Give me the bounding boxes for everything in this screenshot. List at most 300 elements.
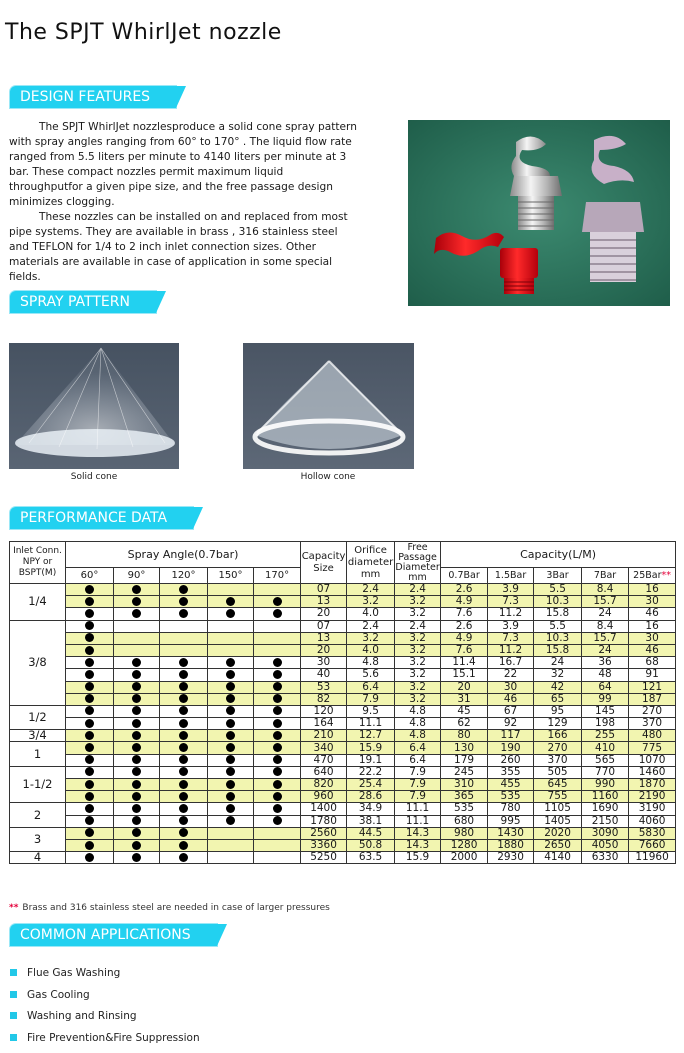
available-dot-icon (85, 853, 94, 862)
angle-cell (208, 681, 254, 693)
capacity-value: 31 (441, 693, 488, 705)
capacity-value: 355 (488, 766, 534, 778)
angle-cell (160, 827, 208, 839)
capacity-value: 260 (488, 754, 534, 766)
capacity-value: 2000 (441, 852, 488, 864)
available-dot-icon (226, 597, 235, 606)
angle-cell (208, 766, 254, 778)
angle-cell (160, 657, 208, 669)
free-passage: 7.9 (395, 766, 441, 778)
capacity-size: 5250 (301, 852, 347, 864)
free-passage: 14.3 (395, 839, 441, 851)
capacity-value: 7.3 (488, 632, 534, 644)
capacity-value: 255 (582, 730, 629, 742)
available-dot-icon (273, 755, 282, 764)
table-row (10, 644, 676, 656)
angle-cell (66, 669, 114, 681)
capacity-value: 310 (441, 779, 488, 791)
capacity-value: 3.9 (488, 584, 534, 596)
angle-cell (160, 791, 208, 803)
angle-cell (254, 754, 301, 766)
free-passage: 15.9 (395, 852, 441, 864)
capacity-size: 07 (301, 584, 347, 596)
angle-cell (208, 852, 254, 864)
capacity-value: 2020 (534, 827, 582, 839)
table-row (10, 730, 676, 742)
table-row (10, 742, 676, 754)
angle-cell (254, 693, 301, 705)
angle-cell (160, 779, 208, 791)
capacity-size: 20 (301, 644, 347, 656)
angle-cell (254, 827, 301, 839)
capacity-value: 190 (488, 742, 534, 754)
page-title: The SPJT WhirlJet nozzle (5, 20, 282, 45)
capacity-value: 1460 (629, 766, 676, 778)
angle-cell (160, 815, 208, 827)
available-dot-icon (132, 694, 141, 703)
available-dot-icon (179, 804, 188, 813)
capacity-value: 16 (629, 620, 676, 632)
available-dot-icon (132, 767, 141, 776)
capacity-value: 1280 (441, 839, 488, 851)
capacity-value: 46 (629, 644, 676, 656)
angle-cell (66, 803, 114, 815)
capacity-value: 99 (582, 693, 629, 705)
orifice-diameter: 4.0 (347, 608, 395, 620)
capacity-value: 2650 (534, 839, 582, 851)
hollow-cone-photo (243, 343, 414, 469)
available-dot-icon (132, 780, 141, 789)
capacity-value: 505 (534, 766, 582, 778)
capacity-value: 2.6 (441, 584, 488, 596)
available-dot-icon (226, 682, 235, 691)
capacity-value: 7.3 (488, 596, 534, 608)
available-dot-icon (179, 767, 188, 776)
capacity-value: 645 (534, 779, 582, 791)
capacity-value: 15.8 (534, 608, 582, 620)
available-dot-icon (273, 597, 282, 606)
angle-cell (66, 632, 114, 644)
angle-cell (160, 669, 208, 681)
capacity-value: 4.9 (441, 632, 488, 644)
header-pressure: 7Bar (582, 568, 629, 584)
description-paragraph-1: The SPJT WhirlJet nozzlesproduce a solid cone spray pattern with spray angles ranging from 60° to 170° . The liquid flow rate ranged from 5.5 liters per minute to 4140 liters per minute at 3 bar. These compact nozzles permit maximum liquid throughputfor a given pipe size, and the free passage design minimizes clogging. (9, 121, 357, 208)
available-dot-icon (226, 743, 235, 752)
table-row (10, 657, 676, 669)
angle-cell (66, 827, 114, 839)
available-dot-icon (85, 682, 94, 691)
angle-cell (208, 754, 254, 766)
orifice-diameter: 38.1 (347, 815, 395, 827)
angle-cell (208, 718, 254, 730)
capacity-value: 65 (534, 693, 582, 705)
angle-cell (160, 681, 208, 693)
capacity-size: 3360 (301, 839, 347, 851)
available-dot-icon (179, 731, 188, 740)
capacity-size: 164 (301, 718, 347, 730)
available-dot-icon (273, 706, 282, 715)
available-dot-icon (132, 658, 141, 667)
available-dot-icon (132, 597, 141, 606)
angle-cell (208, 779, 254, 791)
available-dot-icon (226, 719, 235, 728)
available-dot-icon (179, 743, 188, 752)
angle-cell (66, 705, 114, 717)
capacity-value: 775 (629, 742, 676, 754)
angle-cell (66, 620, 114, 632)
available-dot-icon (179, 609, 188, 618)
angle-cell (66, 596, 114, 608)
available-dot-icon (132, 731, 141, 740)
free-passage: 3.2 (395, 669, 441, 681)
available-dot-icon (85, 743, 94, 752)
angle-cell (208, 632, 254, 644)
capacity-value: 8.4 (582, 584, 629, 596)
available-dot-icon (85, 828, 94, 837)
capacity-value: 11.2 (488, 608, 534, 620)
capacity-value: 36 (582, 657, 629, 669)
capacity-value: 67 (488, 705, 534, 717)
angle-cell (254, 681, 301, 693)
angle-cell (208, 693, 254, 705)
capacity-value: 32 (534, 669, 582, 681)
capacity-value: 5.5 (534, 584, 582, 596)
capacity-value: 2.6 (441, 620, 488, 632)
capacity-value: 1160 (582, 791, 629, 803)
angle-cell (254, 839, 301, 851)
capacity-value: 80 (441, 730, 488, 742)
list-item: Flue Gas Washing (10, 966, 200, 988)
capacity-size: 960 (301, 791, 347, 803)
inlet-size: 1 (10, 742, 66, 766)
available-dot-icon (85, 658, 94, 667)
orifice-diameter: 25.4 (347, 779, 395, 791)
angle-cell (66, 839, 114, 851)
capacity-value: 370 (629, 718, 676, 730)
angle-cell (114, 620, 160, 632)
angle-cell (160, 705, 208, 717)
capacity-value: 3190 (629, 803, 676, 815)
angle-cell (114, 742, 160, 754)
capacity-value: 16 (629, 584, 676, 596)
angle-cell (254, 620, 301, 632)
angle-cell (254, 815, 301, 827)
free-passage: 2.4 (395, 584, 441, 596)
free-passage: 3.2 (395, 596, 441, 608)
angle-cell (114, 730, 160, 742)
capacity-value: 270 (534, 742, 582, 754)
orifice-diameter: 5.6 (347, 669, 395, 681)
header-angle: 170° (254, 568, 301, 584)
orifice-diameter: 4.0 (347, 644, 395, 656)
orifice-diameter: 12.7 (347, 730, 395, 742)
free-passage: 4.8 (395, 705, 441, 717)
orifice-diameter: 22.2 (347, 766, 395, 778)
capacity-value: 91 (629, 669, 676, 681)
available-dot-icon (132, 755, 141, 764)
capacity-size: 53 (301, 681, 347, 693)
angle-cell (254, 779, 301, 791)
available-dot-icon (132, 841, 141, 850)
angle-cell (160, 584, 208, 596)
capacity-value: 30 (629, 596, 676, 608)
capacity-value: 8.4 (582, 620, 629, 632)
angle-cell (66, 791, 114, 803)
capacity-value: 92 (488, 718, 534, 730)
angle-cell (254, 657, 301, 669)
orifice-diameter: 44.5 (347, 827, 395, 839)
capacity-value: 1405 (534, 815, 582, 827)
capacity-value: 46 (488, 693, 534, 705)
available-dot-icon (179, 816, 188, 825)
angle-cell (114, 852, 160, 864)
capacity-value: 10.3 (534, 632, 582, 644)
nozzle-product-photo (408, 120, 670, 306)
available-dot-icon (179, 841, 188, 850)
orifice-diameter: 15.9 (347, 742, 395, 754)
capacity-value: 1105 (534, 803, 582, 815)
capacity-value: 10.3 (534, 596, 582, 608)
available-dot-icon (179, 706, 188, 715)
capacity-value: 755 (534, 791, 582, 803)
available-dot-icon (85, 841, 94, 850)
available-dot-icon (85, 633, 94, 642)
table-row (10, 584, 676, 596)
section-tab-performance-data: PERFORMANCE DATA (10, 507, 193, 529)
capacity-value: 3090 (582, 827, 629, 839)
capacity-size: 470 (301, 754, 347, 766)
angle-cell (66, 693, 114, 705)
capacity-value: 2190 (629, 791, 676, 803)
table-row (10, 766, 676, 778)
header-angle: 60° (66, 568, 114, 584)
capacity-value: 22 (488, 669, 534, 681)
capacity-value: 680 (441, 815, 488, 827)
angle-cell (160, 718, 208, 730)
capacity-size: 1400 (301, 803, 347, 815)
capacity-value: 6330 (582, 852, 629, 864)
header-angle: 120° (160, 568, 208, 584)
angle-cell (66, 608, 114, 620)
table-row (10, 779, 676, 791)
angle-cell (114, 705, 160, 717)
capacity-size: 640 (301, 766, 347, 778)
available-dot-icon (132, 706, 141, 715)
description-paragraph-2: These nozzles can be installed on and replaced from most pipe systems. They are available in brass , 316 stainless steel and TEFLON for 1/4 to 2 inch inlet connection sizes. Other materials are available in case of application in some special fields. (9, 211, 348, 283)
orifice-diameter: 4.8 (347, 657, 395, 669)
available-dot-icon (179, 682, 188, 691)
angle-cell (66, 681, 114, 693)
capacity-value: 24 (582, 608, 629, 620)
capacity-value: 46 (629, 608, 676, 620)
available-dot-icon (132, 816, 141, 825)
capacity-value: 68 (629, 657, 676, 669)
angle-cell (66, 730, 114, 742)
table-row (10, 852, 676, 864)
capacity-size: 820 (301, 779, 347, 791)
free-passage: 2.4 (395, 620, 441, 632)
available-dot-icon (132, 609, 141, 618)
available-dot-icon (273, 609, 282, 618)
capacity-value: 145 (582, 705, 629, 717)
available-dot-icon (273, 682, 282, 691)
available-dot-icon (85, 646, 94, 655)
capacity-value: 980 (441, 827, 488, 839)
available-dot-icon (273, 670, 282, 679)
list-item: Gas Cooling (10, 988, 200, 1010)
available-dot-icon (132, 853, 141, 862)
available-dot-icon (273, 694, 282, 703)
angle-cell (114, 693, 160, 705)
capacity-value: 11960 (629, 852, 676, 864)
angle-cell (208, 657, 254, 669)
angle-cell (254, 596, 301, 608)
capacity-value: 780 (488, 803, 534, 815)
angle-cell (114, 766, 160, 778)
available-dot-icon (85, 767, 94, 776)
available-dot-icon (132, 743, 141, 752)
angle-cell (114, 839, 160, 851)
available-dot-icon (85, 597, 94, 606)
angle-cell (208, 620, 254, 632)
available-dot-icon (273, 804, 282, 813)
capacity-size: 13 (301, 632, 347, 644)
orifice-diameter: 34.9 (347, 803, 395, 815)
angle-cell (114, 815, 160, 827)
pressure-marker: ** (661, 570, 671, 581)
angle-cell (114, 681, 160, 693)
table-row (10, 693, 676, 705)
bullet-icon (10, 991, 17, 998)
capacity-value: 64 (582, 681, 629, 693)
available-dot-icon (179, 658, 188, 667)
angle-cell (114, 596, 160, 608)
table-row (10, 803, 676, 815)
available-dot-icon (273, 792, 282, 801)
available-dot-icon (85, 621, 94, 630)
available-dot-icon (132, 670, 141, 679)
applications-list (10, 966, 200, 1053)
section-tab-spray-pattern: SPRAY PATTERN (10, 291, 156, 313)
free-passage: 3.2 (395, 644, 441, 656)
free-passage: 7.9 (395, 791, 441, 803)
header-pressure: 3Bar (534, 568, 582, 584)
capacity-value: 4060 (629, 815, 676, 827)
free-passage: 3.2 (395, 657, 441, 669)
capacity-value: 4050 (582, 839, 629, 851)
capacity-size: 30 (301, 657, 347, 669)
capacity-value: 130 (441, 742, 488, 754)
orifice-diameter: 9.5 (347, 705, 395, 717)
capacity-value: 166 (534, 730, 582, 742)
angle-cell (208, 815, 254, 827)
available-dot-icon (85, 670, 94, 679)
available-dot-icon (179, 755, 188, 764)
available-dot-icon (85, 719, 94, 728)
angle-cell (66, 584, 114, 596)
angle-cell (254, 766, 301, 778)
angle-cell (114, 827, 160, 839)
list-item: Fire Prevention&Fire Suppression (10, 1031, 200, 1053)
available-dot-icon (226, 658, 235, 667)
free-passage: 4.8 (395, 730, 441, 742)
available-dot-icon (226, 767, 235, 776)
free-passage: 6.4 (395, 754, 441, 766)
capacity-value: 1430 (488, 827, 534, 839)
angle-cell (66, 718, 114, 730)
free-passage: 4.8 (395, 718, 441, 730)
angle-cell (160, 754, 208, 766)
available-dot-icon (132, 792, 141, 801)
available-dot-icon (179, 585, 188, 594)
angle-cell (208, 803, 254, 815)
available-dot-icon (85, 780, 94, 789)
capacity-value: 365 (441, 791, 488, 803)
capacity-size: 13 (301, 596, 347, 608)
angle-cell (160, 620, 208, 632)
capacity-size: 40 (301, 669, 347, 681)
available-dot-icon (226, 609, 235, 618)
available-dot-icon (179, 719, 188, 728)
capacity-value: 1880 (488, 839, 534, 851)
table-row (10, 596, 676, 608)
list-item: Washing and Rinsing (10, 1009, 200, 1031)
angle-cell (254, 644, 301, 656)
available-dot-icon (273, 780, 282, 789)
capacity-value: 1870 (629, 779, 676, 791)
header-free-passage: Free Passage Diameter mm (395, 541, 440, 583)
capacity-value: 7.6 (441, 644, 488, 656)
available-dot-icon (226, 706, 235, 715)
angle-cell (114, 718, 160, 730)
orifice-diameter: 6.4 (347, 681, 395, 693)
angle-cell (254, 584, 301, 596)
available-dot-icon (273, 731, 282, 740)
orifice-diameter: 3.2 (347, 632, 395, 644)
table-row (10, 827, 676, 839)
free-passage: 7.9 (395, 779, 441, 791)
available-dot-icon (273, 658, 282, 667)
capacity-value: 245 (441, 766, 488, 778)
available-dot-icon (132, 719, 141, 728)
capacity-value: 535 (488, 791, 534, 803)
capacity-value: 1690 (582, 803, 629, 815)
capacity-value: 15.1 (441, 669, 488, 681)
capacity-value: 15.8 (534, 644, 582, 656)
angle-cell (114, 791, 160, 803)
table-row (10, 791, 676, 803)
capacity-value: 30 (488, 681, 534, 693)
available-dot-icon (85, 816, 94, 825)
capacity-value: 990 (582, 779, 629, 791)
free-passage: 3.2 (395, 693, 441, 705)
capacity-value: 11.4 (441, 657, 488, 669)
orifice-diameter: 19.1 (347, 754, 395, 766)
available-dot-icon (85, 731, 94, 740)
capacity-value: 410 (582, 742, 629, 754)
table-row (10, 754, 676, 766)
capacity-value: 455 (488, 779, 534, 791)
capacity-size: 120 (301, 705, 347, 717)
capacity-value: 20 (441, 681, 488, 693)
capacity-size: 20 (301, 608, 347, 620)
angle-cell (254, 718, 301, 730)
hollow-cone-caption: Hollow cone (300, 472, 356, 482)
orifice-diameter: 28.6 (347, 791, 395, 803)
capacity-value: 270 (629, 705, 676, 717)
header-inlet: Inlet Conn. NPY or BSPT(M) (10, 542, 66, 584)
available-dot-icon (179, 828, 188, 837)
